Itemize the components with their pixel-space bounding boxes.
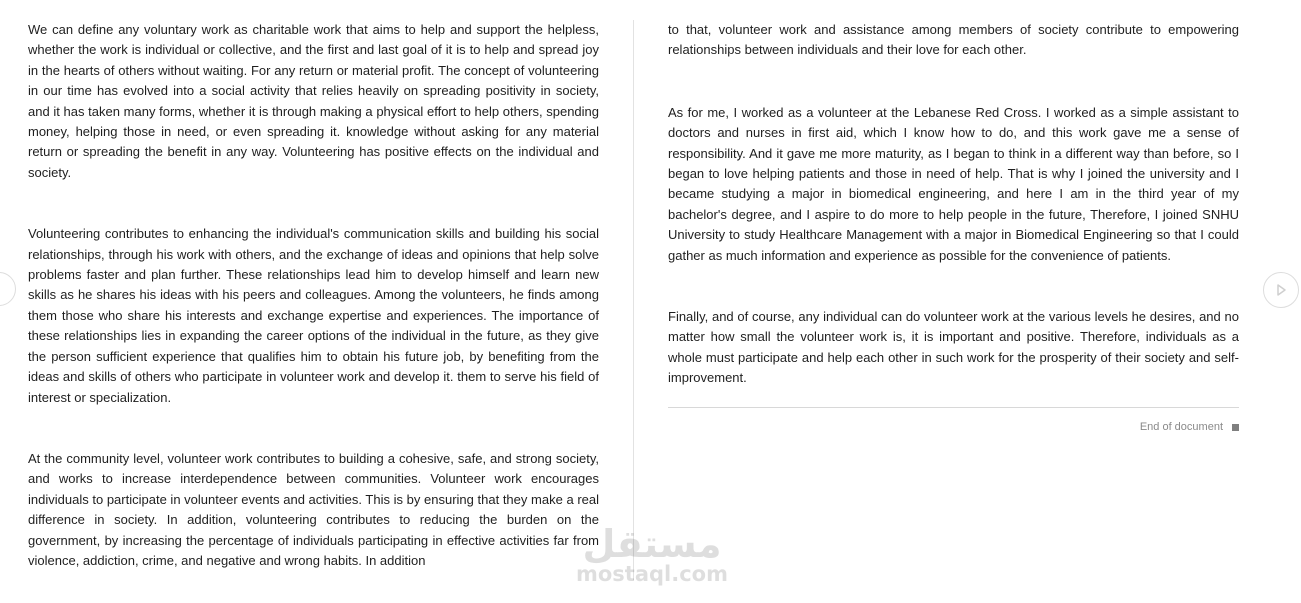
previous-page-button[interactable]	[0, 272, 16, 306]
end-of-document-rule	[668, 407, 1239, 408]
paragraph: to that, volunteer work and assistance among members of society contribute to empowering relationships between individuals and their love for each other.	[668, 22, 1239, 58]
paragraph: Finally, and of course, any individual can do volunteer work at the various levels he desires, and no matter how small the volunteer work is, it is important and positive. Therefore, individuals as a whole must participate and help each other in such work for the prosperity of their society and self-improvement.	[668, 309, 1239, 386]
left-page	[28, 0, 599, 571]
next-page-button[interactable]	[1263, 272, 1299, 308]
page-divider	[633, 20, 634, 580]
watermark-arabic: مستقل	[582, 522, 722, 566]
play-next-icon	[1274, 283, 1288, 297]
right-page	[668, 0, 1239, 389]
end-square-icon	[1232, 424, 1239, 431]
end-of-document-marker	[1140, 421, 1239, 433]
paragraph: Volunteering contributes to enhancing the individual's communication skills and building his social relationships, through his work with others, and the exchange of ideas and opinions that help solve problems faster and plan further. These relationships lead him to develop himself and learn new skills as he shares his ideas with his peers and colleagues. Among the volunteers, he finds among them those who share his interests and exchange expertise and experiences. The importance of these relationships lies in expanding the career options of the individual in the future, as they give the person sufficient experience that qualifies him to obtain his future job, by benefiting from the ideas and skills of others who participate in volunteer work and develop it. them to serve his field of interest or specialization.	[28, 226, 599, 405]
paragraph: As for me, I worked as a volunteer at the Lebanese Red Cross. I worked as a simple assistant to doctors and nurses in first aid, which I know how to do, and this work gave me a sense of responsibility. And it gave me more maturity, as I began to think in a different way than before, so I began to love helping patients and those in need of help. That is why I joined the university and I became studying a major in biomedical engineering, and here I am in the third year of my bachelor's degree, and I aspire to do more to help people in the future, Therefore, I joined SNHU University to study Healthcare Management with a major in Biomedical Engineering so that I could gather as much information and experience as possible for the convenience of patients.	[668, 104, 1239, 263]
end-of-document-label: End of document	[1139, 421, 1223, 433]
paragraph: We can define any voluntary work as charitable work that aims to help and support the helpless, whether the work is individual or collective, and the first and last goal of it is to help and spread joy in the hearts of others without waiting. For any return or material profit. The concept of volunteering in our time has evolved into a social activity that relies heavily on spreading positivity in society, and it has taken many forms, whether it is through making a physical effort to help others, spending money, helping those in need, or even spreading it. knowledge without asking for any material return or spreading the benefit in any way. Volunteering has positive effects on the individual and society.	[28, 22, 599, 180]
watermark-url: mostaql.com	[576, 562, 728, 586]
paragraph: At the community level, volunteer work contributes to building a cohesive, safe, and strong society, and works to increase interdependence between communities. Volunteer work encourages individuals to participate in volunteer events and activities. This is by ensuring that they make a real difference in society. In addition, volunteering contributes to reducing the burden on the government, by increasing the percentage of individuals participating in effective activities far from violence, addiction, crime, and negative and wrong habits. In addition	[28, 450, 599, 568]
